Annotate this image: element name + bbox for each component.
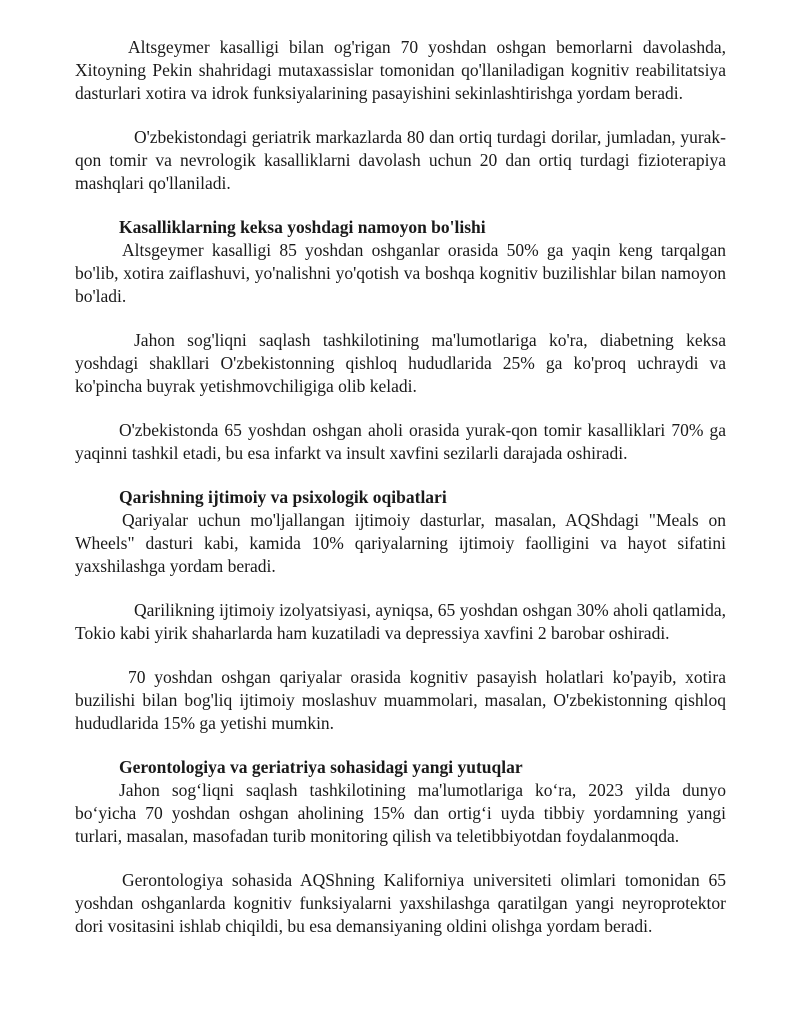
paragraph-social-programs: Qariyalar uchun mo'ljallangan ijtimoiy dasturlar, masalan, AQShdagi "Meals on Wheels" dasturi kabi, kamida 10% qariyalarning ijtimoiy faolligini va hayot sifatini yaxshilashga yordam beradi. (75, 510, 726, 576)
paragraph-neuroprotector: Gerontologiya sohasida AQShning Kaliforniya universiteti olimlari tomonidan 65 yoshdan oshganlarda kognitiv funksiyalarni yaxshilashga qaratilgan yangi neyroprotektor dori vositasini ishlab chiqildi, bu esa demansiyaning oldini olishga yordam beradi. (75, 870, 726, 936)
paragraph-geriatric-centers: O'zbekistondagi geriatrik markazlarda 80 dan ortiq turdagi dorilar, jumladan, yurak-qon tomir va nevrologik kasalliklarni davolash uchun 20 dan ortiq turdagi fizioterapiya mashqlari qo'llaniladi. (75, 127, 726, 193)
paragraph-alzheimer-prevalence: Altsgeymer kasalligi 85 yoshdan oshganlar orasida 50% ga yaqin keng tarqalgan bo'lib, xotira zaiflashuvi, yo'nalishni yo'qotish va boshqa kognitiv buzilishlar bilan namoyon bo'ladi. (75, 240, 726, 306)
paragraph-cognitive-decline: 70 yoshdan oshgan qariyalar orasida kognitiv pasayish holatlari ko'payib, xotira buzilishi bilan bog'liq ijtimoiy moslashuv muammolari, masalan, O'zbekistonning qishloq hududlarida 15% ga yetishi mumkin. (75, 667, 726, 733)
heading-diseases-in-elderly: Kasalliklarning keksa yoshdagi namoyon bo'lishi (119, 217, 486, 237)
paragraph-cardiovascular: O'zbekistonda 65 yoshdan oshgan aholi orasida yurak-qon tomir kasalliklari 70% ga yaqinni tashkil etadi, bu esa infarkt va insult xavfini sezilarli darajada oshiradi. (75, 420, 726, 463)
heading-gerontology-advances: Gerontologiya va geriatriya sohasidagi yangi yutuqlar (119, 757, 523, 777)
paragraph-alzheimer-rehabilitation: Altsgeymer kasalligi bilan og'rigan 70 yoshdan oshgan bemorlarni davolashda, Xitoyning Pekin shahridagi mutaxassislar tomonidan qo'llaniladigan kognitiv reabilitatsiya dasturlari xotira va idrok funksiyalarining pasayishini sekinlashtirishga yordam beradi. (75, 37, 726, 103)
paragraph-social-isolation: Qarilikning ijtimoiy izolyatsiyasi, ayniqsa, 65 yoshdan oshgan 30% aholi qatlamida, Tokio kabi yirik shaharlarda ham kuzatiladi va depressiya xavfini 2 barobar oshiradi. (75, 600, 726, 643)
paragraph-home-care: Jahon sog‘liqni saqlash tashkilotining ma'lumotlariga ko‘ra, 2023 yilda dunyo bo‘yicha 70 yoshdan oshgan aholining 15% dan ortig‘i uyda tibbiy yordamning yangi turlari, masalan, masofadan turib monitoring qilish va teletibbiyotdan foydalanmoqda. (75, 780, 726, 846)
heading-social-psychological: Qarishning ijtimoiy va psixologik oqibatlari (119, 487, 447, 507)
paragraph-diabetes: Jahon sog'liqni saqlash tashkilotining ma'lumotlariga ko'ra, diabetning keksa yoshdagi shakllari O'zbekistonning qishloq hududlarida 25% ga ko'proq uchraydi va ko'pincha buyrak yetishmovchiligiga olib keladi. (75, 330, 726, 396)
